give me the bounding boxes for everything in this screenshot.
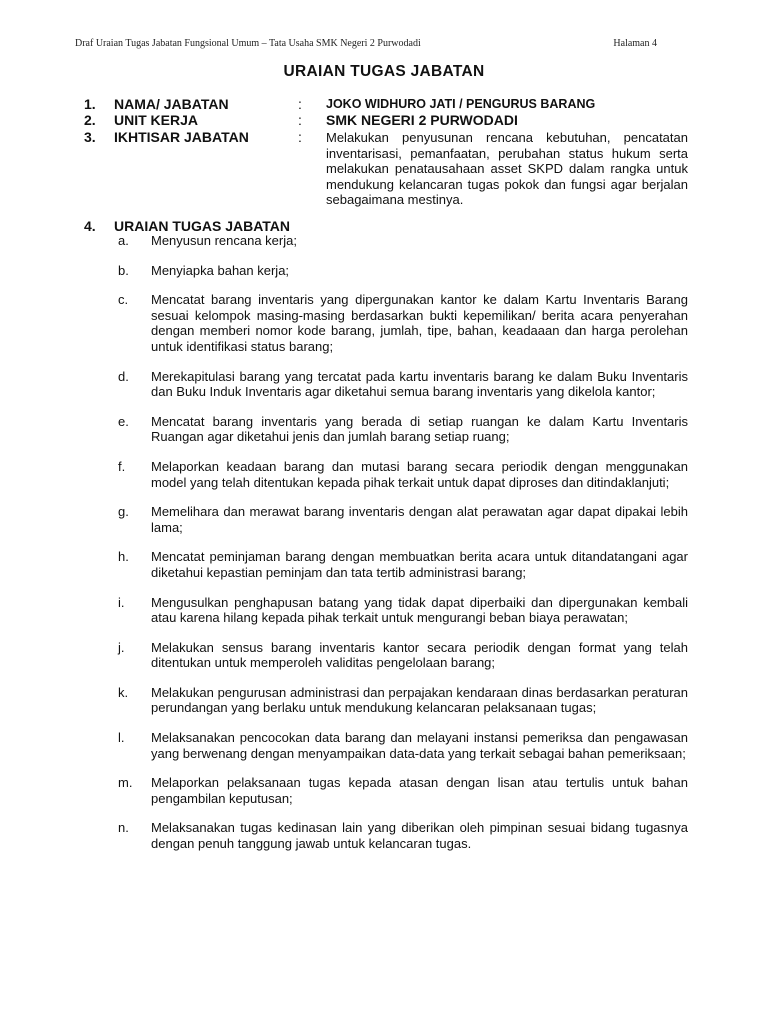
list-item — [118, 233, 688, 249]
list-item — [118, 640, 688, 671]
item-text: Mencatat barang inventaris yang berada di setiap ruangan ke dalam Kartu Inventaris Ruangan agar diketahui jenis dan jumlah barang setiap ruang; — [151, 413, 688, 445]
item-letter: j. — [118, 639, 125, 655]
field-number: 2. — [84, 112, 96, 128]
item-text: Memelihara dan merawat barang inventaris dengan alat perawatan agar dapat dipakai lebih lama; — [151, 504, 688, 535]
item-letter: d. — [118, 368, 129, 384]
item-text: Melaksanakan pencocokan data barang dan melayani instansi pemeriksa dan pengawasan yang berwenang dengan menyampaikan data-data yang terkait sebagai bahan pemeriksaan; — [151, 730, 688, 761]
list-item — [118, 730, 688, 761]
list-item — [118, 369, 688, 400]
task-list — [118, 233, 688, 866]
item-text: Melakukan sensus barang inventaris kantor secara periodik dengan format yang telah ditentukan untuk memperoleh validitas pengelolaan barang; — [151, 639, 688, 671]
item-letter: f. — [118, 458, 126, 474]
field-colon: : — [298, 129, 302, 145]
item-text: Mencatat barang inventaris yang dipergunakan kantor ke dalam Kartu Inventaris Barang sesuai kelompok masing-masing berdasarkan bukti kepemilikan/ berita acara penyerahan dengan memberi nomor kode barang, jumlah, tipe, bahan, keadaaan dan harga perolehan untuk identifikasi status barang; — [151, 292, 688, 354]
list-item — [118, 595, 688, 626]
item-letter: i. — [118, 594, 125, 610]
page-title: URAIAN TUGAS JABATAN — [283, 63, 485, 80]
list-item — [118, 549, 688, 580]
item-text: Melaksanakan tugas kedinasan lain yang diberikan oleh pimpinan sesuai bidang tugasnya dengan penuh tanggung jawab untuk kelancaran tugas. — [151, 820, 688, 852]
header-document-title: Draf Uraian Tugas Jabatan Fungsional Umum – Tata Usaha SMK Negeri 2 Purwodadi — [75, 38, 421, 49]
list-item — [118, 414, 688, 445]
list-item — [118, 820, 688, 851]
item-letter: n. — [118, 820, 129, 836]
field-value: SMK NEGERI 2 PURWODADI — [326, 112, 518, 128]
item-letter: k. — [118, 684, 129, 700]
list-item — [118, 263, 688, 279]
section-number: 4. — [84, 218, 96, 234]
field-nama-jabatan — [84, 97, 688, 111]
field-number: 3. — [84, 129, 96, 145]
field-ikhtisar-jabatan — [84, 130, 688, 208]
list-item — [118, 685, 688, 716]
field-number: 1. — [84, 96, 96, 112]
item-letter: l. — [118, 730, 125, 746]
item-letter: a. — [118, 233, 129, 248]
list-item — [118, 775, 688, 806]
item-letter: c. — [118, 292, 129, 308]
field-value: JOKO WIDHURO JATI / PENGURUS BARANG — [326, 97, 596, 111]
item-text: Mengusulkan penghapusan batang yang tidak dapat diperbaiki dan dipergunakan kembali atau karena hilang kepada pihak terkait untuk mengurangi beban biaya perawatan; — [151, 594, 688, 626]
header-page-number: Halaman 4 — [613, 38, 657, 49]
field-colon: : — [298, 96, 302, 112]
identity-fields — [84, 97, 688, 208]
item-text: Melaporkan pelaksanaan tugas kepada atasan dengan lisan atau tertulis untuk bahan pengambilan keputusan; — [151, 775, 688, 806]
item-text: Melakukan pengurusan administrasi dan perpajakan kendaraan dinas berdasarkan peraturan perundangan yang berlaku untuk mendukung kelancaran pelaksanaan tugas; — [151, 684, 688, 716]
item-text: Mencatat peminjaman barang dengan membuatkan berita acara untuk ditandatangani agar diketahui kepastian peminjam dan tata tertib administrasi barang; — [151, 549, 688, 580]
field-value: Melakukan penyusunan rencana kebutuhan, pencatatan inventarisasi, pemanfaatan, perubahan status hukum serta melakukan penatausahaan asset SKPD dalam rangka untuk mendukung kelancaran tugas pokok dan fungsi agar berjalan sebagaimana mestinya. — [326, 130, 688, 208]
item-letter: m. — [118, 775, 133, 791]
item-letter: e. — [118, 413, 129, 429]
item-letter: b. — [118, 262, 129, 278]
field-colon: : — [298, 112, 302, 128]
list-item — [118, 292, 688, 354]
item-text: Merekapitulasi barang yang tercatat pada kartu inventaris barang ke dalam Buku Inventaris dan Buku Induk Inventaris agar diketahui semua barang inventaris yang dikelola kantor; — [151, 368, 688, 400]
item-letter: g. — [118, 504, 129, 520]
list-item — [118, 504, 688, 535]
field-label: IKHTISAR JABATAN — [114, 129, 249, 145]
item-letter: h. — [118, 549, 129, 565]
field-label: UNIT KERJA — [114, 112, 199, 128]
field-label: NAMA/ JABATAN — [114, 96, 229, 112]
item-text: Melaporkan keadaan barang dan mutasi barang secara periodik dengan menggunakan model yang telah ditentukan kepada pihak terkait untuk dapat diproses dan ditindaklanjuti; — [151, 458, 688, 490]
item-text: Menyiapka bahan kerja; — [151, 262, 290, 278]
field-unit-kerja — [84, 113, 688, 130]
section-label: URAIAN TUGAS JABATAN — [114, 218, 291, 234]
list-item — [118, 459, 688, 490]
item-text: Menyusun rencana kerja; — [151, 233, 297, 248]
